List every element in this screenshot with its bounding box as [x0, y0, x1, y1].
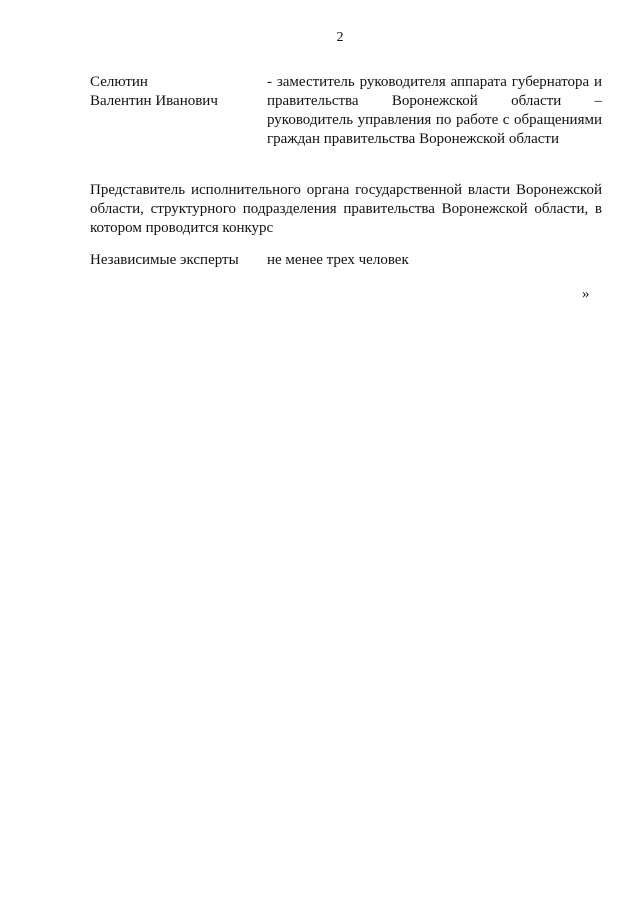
member-name — [90, 73, 260, 111]
member-given-names: Валентин Иванович — [90, 93, 218, 109]
member-surname: Селютин — [90, 74, 148, 90]
member-role: - заместитель руководителя аппарата губернатора и правительства Воронежской области – руководитель управления по работе с обращениями граждан правительства Воронежской области — [267, 74, 602, 147]
experts-value: не менее трех человек — [267, 252, 409, 268]
page-number: 2 — [336, 30, 344, 45]
experts-label: Независимые эксперты — [90, 252, 239, 268]
representative-paragraph: Представитель исполнительного органа государственной власти Воронежской области, структурного подразделения правительства Воронежской области, в котором проводится конкурс — [90, 182, 602, 236]
closing-quote-mark: » — [582, 286, 590, 302]
